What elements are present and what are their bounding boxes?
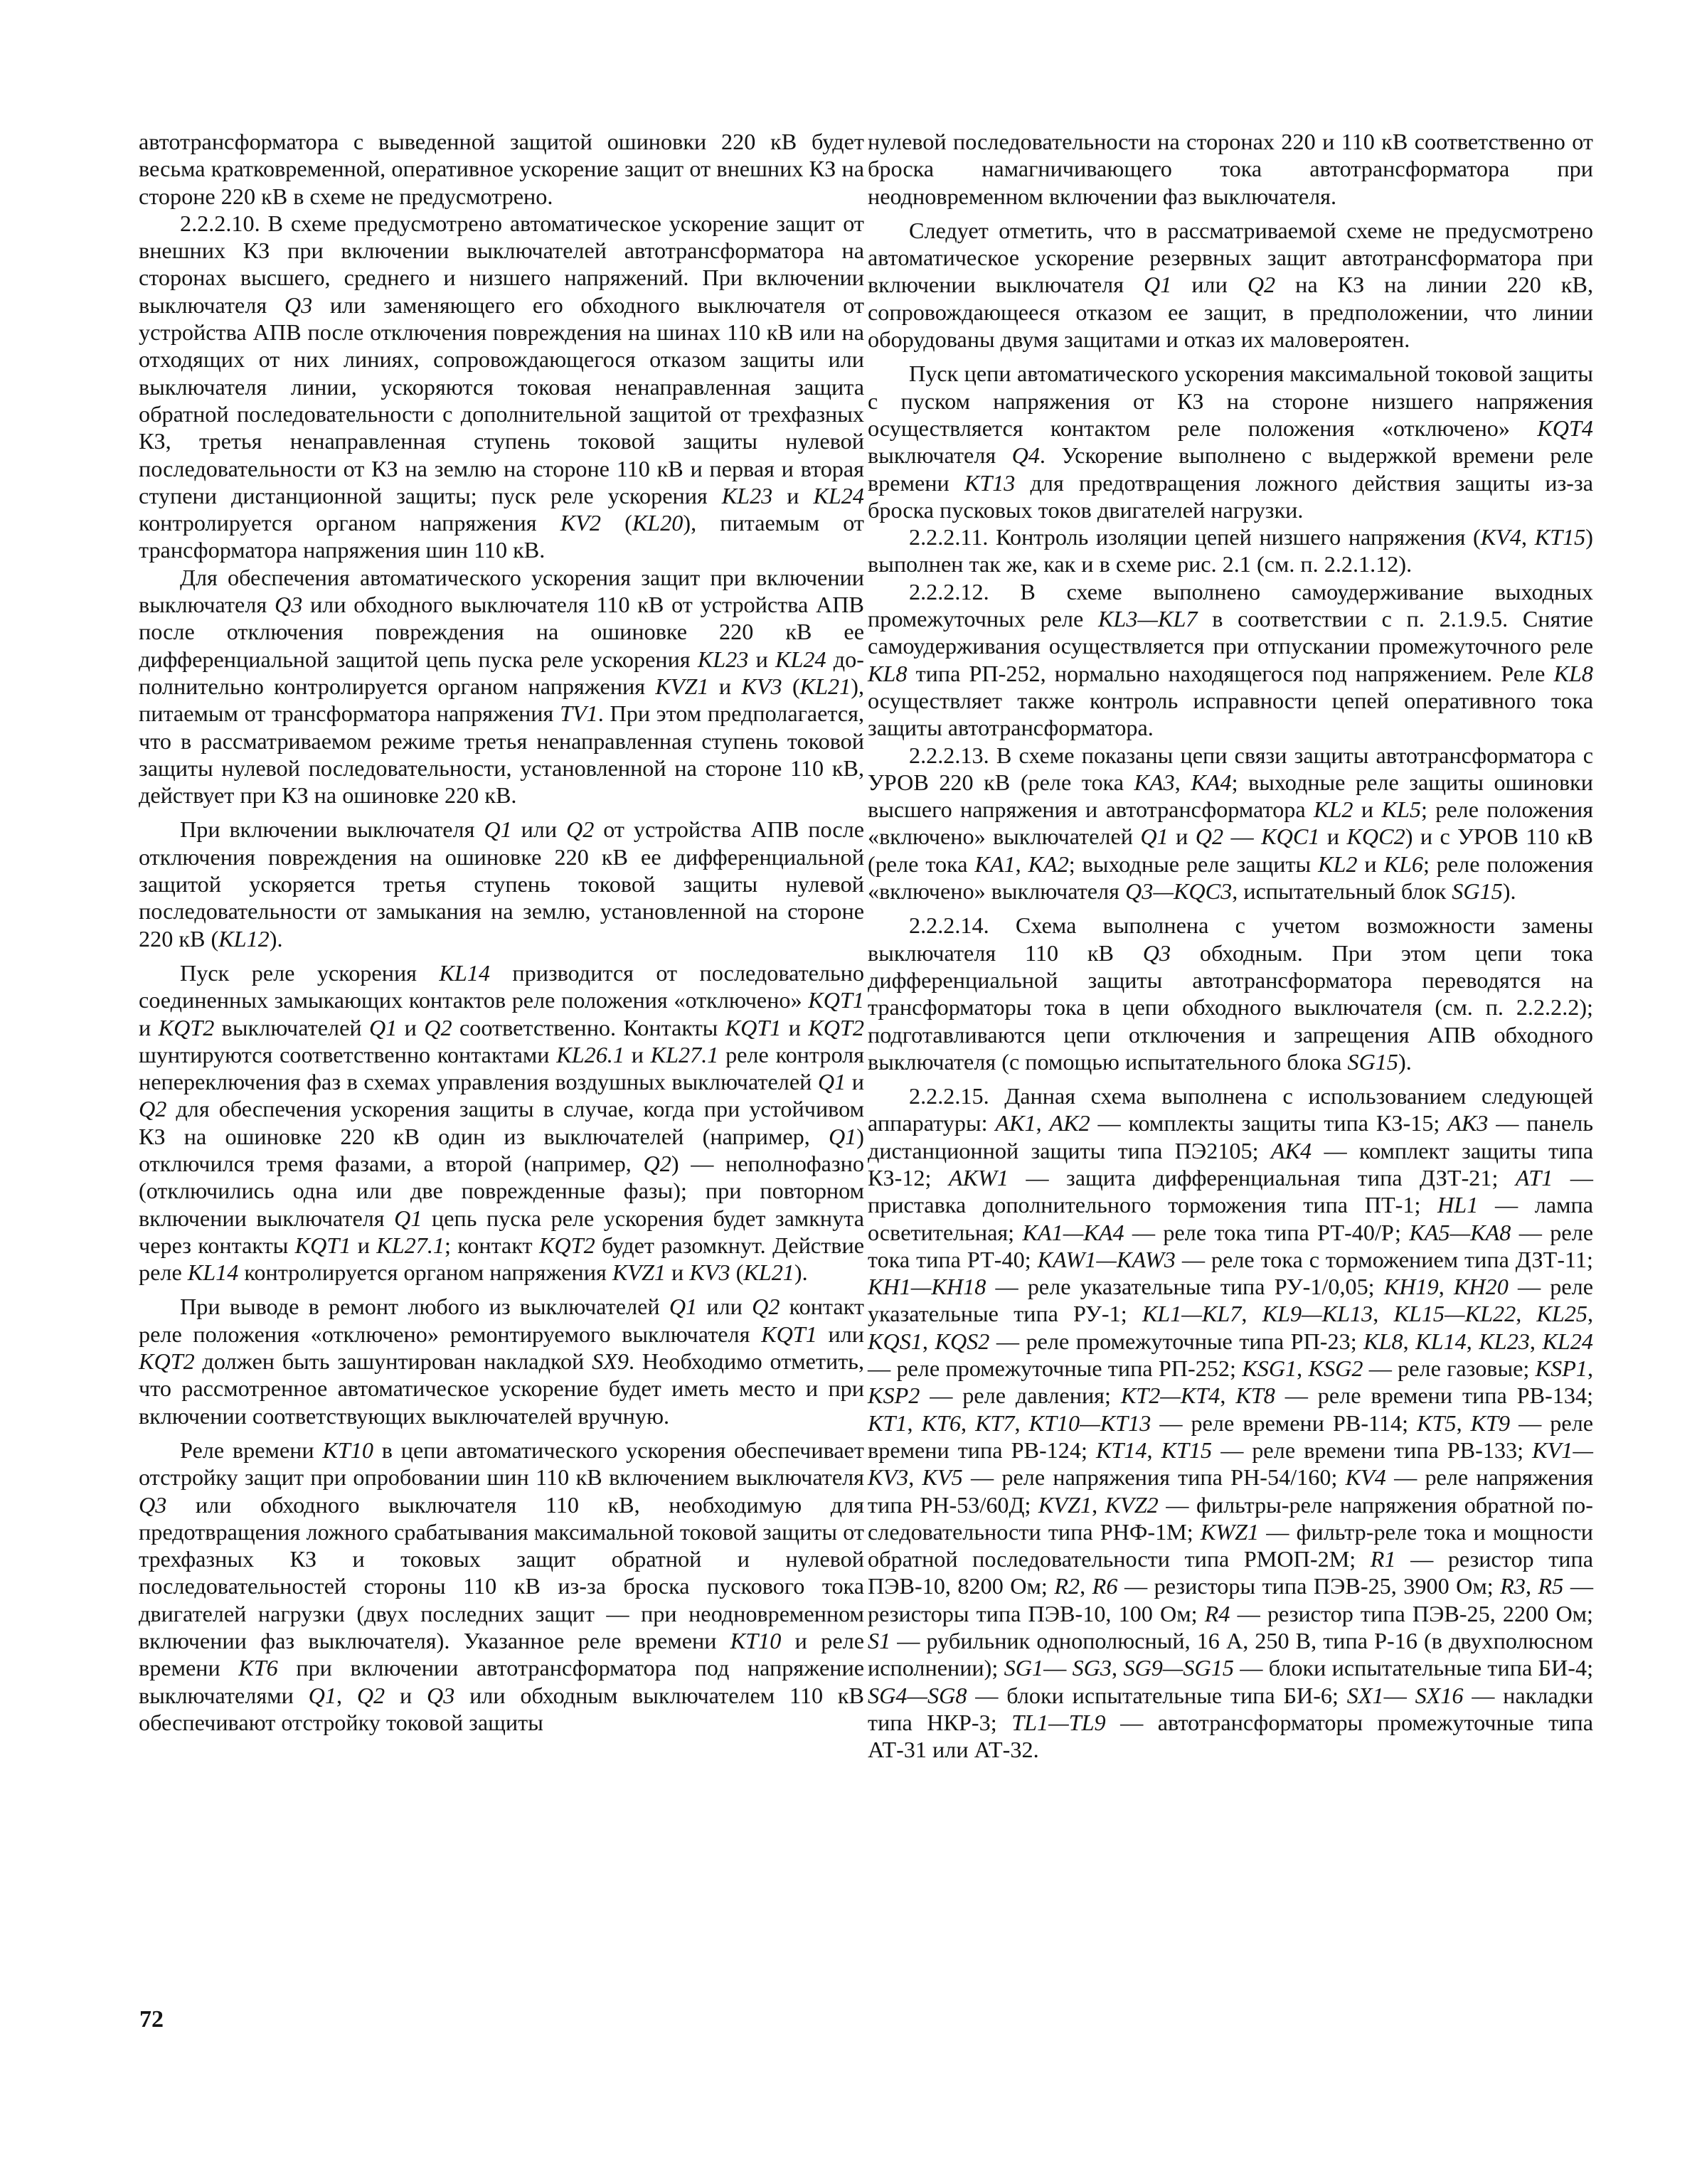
paragraph: При включении выключателя Q1 или Q2 от устройства АПВ после отключения повреждения на ошиновке 220 кВ ее дифференциальной защитой ускоряется третья ступень токовой защиты нулевой последовательности от замыкания на землю, установленной на стороне 220 кВ (KL12).: [139, 816, 865, 952]
page-number: 72: [139, 2006, 164, 2033]
paragraph: 2.2.2.14. Схема выполнена с учетом возможности замены выключателя 110 кВ Q3 обходным. При этом цепи тока дифференциальной защиты автотрансформатора переводятся на трансформаторы тока в цепи обходного выключателя (см. п. 2.2.2.2); подготавливаются цепи отключения и запрещения АПВ обходного выключателя (с помощью испытательного блока SG15).: [868, 912, 1593, 1075]
paragraph: автотрансформатора с выведенной защитой ошиновки 220 кВ будет весьма кратковременной, оперативное ускорение защит от внешних КЗ на стороне 220 кВ в схеме не предусмотрено.: [139, 129, 864, 209]
paragraph: нулевой последовательности на сторонах 220 и 110 кВ соответственно от броска намагничивающего тока автотрансформатора при неодновременном включении фаз выключателя.: [868, 129, 1593, 209]
paragraph: Для обеспечения автоматического ускорения защит при включении выключателя Q3 или обходного выключателя 110 кВ от устройства АПВ после отключения повреждения на ошиновке 220 кВ ее дифференциальной защитой цепь пуска реле ускорения KL23 и KL24 дополнительно контролируется органом напряжения KVZ1 и KV3 (KL21), питаемым от трансформатора напряжения TV1. При этом предполагается, что в рассматриваемом режиме третья ненаправленная ступень токовой защиты нулевой последовательности, установленной на стороне 110 кВ, действует при КЗ на ошиновке 220 кВ.: [139, 564, 864, 809]
paragraph: 2.2.2.10. В схеме предусмотрено автоматическое ускорение защит от внешних КЗ при включении выключателей автотрансформатора на сторонах высшего, среднего и низшего напряжений. При включении выключателя Q3 или заменяющего его обходного выключателя от устройства АПВ после отключения повреждения на шинах 110 кВ или на отходящих от них линиях, сопровождающегося отказом защиты или выключателя линии, ускоряются токовая ненаправленная защита обратной последовательности с дополнительной защитой от трехфазных КЗ, третья ненаправленная ступень токовой защиты нулевой последовательности от КЗ на землю на стороне 110 кВ и первая и вторая ступени дистанционной защиты; пуск реле ускорения KL23 и KL24 контролируется органом напряжения KV2 (KL20), питаемым от трансформатора напряжения шин 110 кВ.: [139, 210, 865, 563]
paragraph: 2.2.2.12. В схеме выполнено самоудерживание выходных промежуточных реле KL3—KL7 в соответствии с п. 2.1.9.5. Снятие самоудерживания осуществляется при отпускании промежуточного реле KL8 типа РП-252, нормально находящегося под напряжением. Реле KL8 осуществляет также контроль исправности цепей оперативного тока защиты автотрансформатора.: [868, 578, 1593, 741]
paragraph: 2.2.2.13. В схеме показаны цепи связи защиты автотрансформатора с УРОВ 220 кВ (реле тока KA3, KA4; выходные реле защиты ошиновки высшего напряжения и автотрансформатора KL2 и KL5; реле положения «включено» выключателей Q1 и Q2 — KQC1 и KQC2) и с УРОВ 110 кВ (реле тока KA1, KA2; выходные реле защиты KL2 и KL6; реле положения «включено» выключателя Q3—KQC3, испытательный блок SG15).: [868, 742, 1594, 905]
paragraph: Пуск реле ускорения KL14 призводится от последовательно соединенных замыкающих контактов реле положения «отключено» KQT1 и KQT2 выключателей Q1 и Q2 соответственно. Контакты KQT1 и KQT2 шунтируются соответственно контактами KL26.1 и KL27.1 реле контроля непереключения фаз в схемах управления воздушных выключателей Q1 и Q2 для обеспечения ускорения защиты в случае, когда при устойчивом КЗ на ошиновке 220 кВ один из выключателей (например, Q1) отключился тремя фазами, а второй (например, Q2) — неполнофазно (отключились одна или две поврежденные фазы); при повторном включении выключателя Q1 цепь пуска реле ускорения будет замкнута через контакты KQT1 и KL27.1; контакт KQT2 будет разомкнут. Действие реле KL14 контролируется органом напряжения KVZ1 и KV3 (KL21).: [139, 959, 865, 1286]
paragraph: При выводе в ремонт любого из выключателей Q1 или Q2 контакт реле положения «отключено» ремонтируемого выключателя KQT1 или KQT2 должен быть зашунтирован накладкой SX9. Необходимо отметить, что рассмотренное автоматическое ускорение будет иметь место и при включении соответствующих выключателей вручную.: [139, 1294, 865, 1429]
paragraph: Пуск цепи автоматического ускорения максимальной токовой защиты с пуском напряжения от КЗ на стороне низшего напряжения осуществляется контактом реле положения «отключено» KQT4 выключателя Q4. Ускорение выполнено с выдержкой времени реле времени KT13 для предотвращения ложного действия защиты из-за броска пусковых токов двигателей нагрузки.: [868, 361, 1593, 523]
paragraph: Реле времени KT10 в цепи автоматического ускорения обеспечивает отстройку защит при опробовании шин 110 кВ включением выключателя Q3 или обходного выключателя 110 кВ, необходимую для предотвращения ложного срабатывания максимальной токовой защиты от трехфазных КЗ и токовых защит обратной и нулевой последовательностей стороны 110 кВ из-за броска пускового тока двигателей нагрузки (двух последних защит — при неодновременном включении фаз выключателя). Указанное реле времени KT10 и реле времени KT6 при включении автотрансформатора под напряжение выключателями Q1, Q2 и Q3 или обходным выключателем 110 кВ обеспечивают отстройку токовой защиты: [139, 1437, 865, 1735]
paragraph: Следует отметить, что в рассматриваемой схеме не предусмотрено автоматическое ускорение резервных защит автотрансформатора при включении выключателя Q1 или Q2 на КЗ на линии 220 кВ, сопровождающееся отказом ее защит, в предположении, что линии оборудованы двумя защитами и отказ их маловероятен.: [868, 217, 1593, 353]
left-column: [139, 128, 864, 1736]
paragraph: 2.2.2.11. Контроль изоляции цепей низшего напряжения (KV4, KT15) выполнен так же, как и в схеме рис. 2.1 (см. п. 2.2.1.12).: [868, 524, 1593, 577]
right-column: [868, 128, 1593, 1764]
paragraph: 2.2.2.15. Данная схема выполнена с использованием следующей аппаратуры: AK1, AK2 — комплекты защиты типа КЗ-15; AK3 — панель дистанционной защиты типа ПЭ2105; AK4 — комплект защиты типа КЗ-12; AKW1 — защита дифференциальная типа ДЗТ-21; AT1 — приставка дополнительного торможения типа ПТ-1; HL1 — лампа осветительная; KA1—KA4 — реле тока типа РТ-40/Р; KA5—KA8 — реле тока типа РТ-40; KAW1—KAW3 — реле тока с торможением типа ДЗТ-11; KH1—KH18 — реле указательные типа РУ-1/0,05; KH19, KH20 — реле указательные типа РУ-1; KL1—KL7, KL9—KL13, KL15—KL22, KL25, KQS1, KQS2 — реле промежуточные типа РП-23; KL8, KL14, KL23, KL24 — реле промежуточные типа РП-252; KSG1, KSG2 — реле газовые; KSP1, KSP2 — реле давления; KT2—KT4, KT8 — реле времени типа РВ-134; KT1, KT6, KT7, KT10—KT13 — реле времени РВ-114; KT5, KT9 — реле времени типа РВ-124; KT14, KT15 — реле времени типа РВ-133; KV1—KV3, KV5 — реле напряжения типа РН-54/160; KV4 — реле напряжения типа РН-53/60Д; KVZ1, KVZ2 — фильтры-реле напряжения обратной последовательности типа РНФ-1М; KWZ1 — фильтр-реле тока и мощности обратной последовательности типа РМОП-2М; R1 — резистор типа ПЭВ-10, 8200 Ом; R2, R6 — резисторы типа ПЭВ-25, 3900 Ом; R3, R5 — резисторы типа ПЭВ-10, 100 Ом; R4 — резистор типа ПЭВ-25, 2200 Ом; S1 — рубильник однополюсный, 16 А, 250 В, типа Р-16 (в двухполюсном исполнении); SG1— SG3, SG9—SG15 — блоки испытательные типа БИ-4; SG4—SG8 — блоки испытательные типа БИ-6; SX1— SX16 — накладки типа НКР-3; TL1—TL9 — автотрансформаторы промежуточные типа АТ-31 или АТ-32.: [868, 1083, 1594, 1763]
